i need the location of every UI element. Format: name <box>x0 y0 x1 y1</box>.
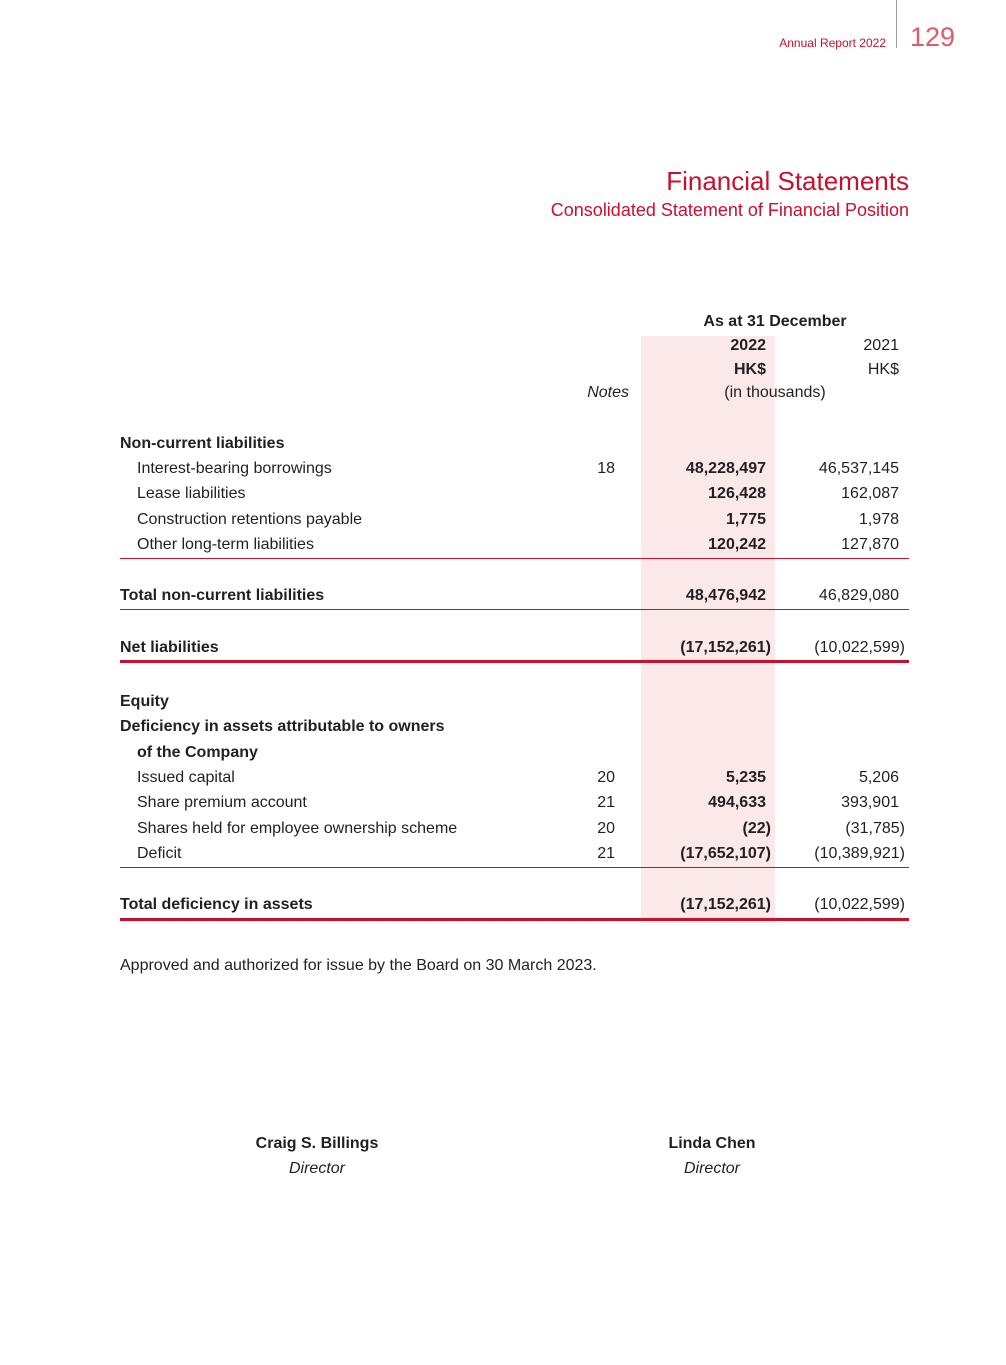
row-value-2021: 1,978 <box>858 511 899 528</box>
total-row-value-2021: 46,829,080 <box>818 587 899 604</box>
row-label: Other long-term liabilities <box>137 536 314 553</box>
section-deficiency-heading-cont: of the Company <box>137 744 258 761</box>
total-deficiency-value-2022: (17,152,261) <box>680 896 771 913</box>
section-equity: Equity <box>120 693 169 710</box>
row-value-2022: 126,428 <box>708 485 766 502</box>
row-value-2021: 5,206 <box>858 769 899 786</box>
net-liabilities-label: Net liabilities <box>120 639 219 656</box>
row-value-2022: 120,242 <box>708 536 766 553</box>
section-deficiency-heading: Deficiency in assets attributable to owners <box>120 718 445 735</box>
row-label: Lease liabilities <box>137 485 246 502</box>
column-currency-current: HK$ <box>733 361 766 378</box>
row-value-2022: (22) <box>742 820 771 837</box>
column-period: As at 31 December <box>703 313 847 330</box>
row-value-2022: 48,228,497 <box>685 460 766 477</box>
page-number: 129 <box>910 22 956 52</box>
grand-total-rule <box>120 660 909 663</box>
row-label: Issued capital <box>137 769 235 786</box>
total-deficiency-label: Total deficiency in assets <box>120 896 313 913</box>
row-notes: 21 <box>597 845 615 862</box>
subtotal-rule <box>120 558 909 559</box>
signatory-name: Linda Chen <box>668 1135 756 1152</box>
column-year-current: 2022 <box>730 337 766 354</box>
row-label: Share premium account <box>137 794 307 811</box>
grand-total-rule <box>120 918 909 921</box>
column-year-prior: 2021 <box>863 337 899 354</box>
signatory-name: Craig S. Billings <box>255 1135 379 1152</box>
page-subtitle: Consolidated Statement of Financial Position <box>550 200 909 220</box>
report-label: Annual Report 2022 <box>779 36 886 50</box>
row-value-2021: (10,389,921) <box>814 845 905 862</box>
page-title: Financial Statements <box>666 166 909 196</box>
net-liabilities-value-2021: (10,022,599) <box>814 639 905 656</box>
row-notes: 21 <box>597 794 615 811</box>
row-value-2021: (31,785) <box>845 820 905 837</box>
column-notes: Notes <box>587 384 629 401</box>
row-notes: 20 <box>597 820 615 837</box>
row-value-2022: (17,652,107) <box>680 845 771 862</box>
header-divider <box>896 0 897 48</box>
row-value-2022: 5,235 <box>725 769 766 786</box>
column-units: (in thousands) <box>724 384 826 401</box>
row-notes: 20 <box>597 769 615 786</box>
row-label: Interest-bearing borrowings <box>137 460 332 477</box>
net-liabilities-value-2022: (17,152,261) <box>680 639 771 656</box>
subtotal-rule <box>120 867 909 868</box>
row-value-2021: 162,087 <box>841 485 899 502</box>
row-value-2022: 494,633 <box>708 794 766 811</box>
row-value-2021: 127,870 <box>841 536 899 553</box>
signatory-title: Director <box>288 1160 345 1177</box>
row-label: Shares held for employee ownership scheme <box>137 820 458 837</box>
row-label: Deficit <box>137 845 182 862</box>
total-row-value-2022: 48,476,942 <box>685 587 766 604</box>
approval-statement: Approved and authorized for issue by the Board on 30 March 2023. <box>120 957 597 974</box>
section-non-current-liabilities: Non-current liabilities <box>120 435 285 452</box>
total-rule <box>120 609 909 610</box>
row-value-2021: 393,901 <box>841 794 899 811</box>
row-value-2022: 1,775 <box>725 511 766 528</box>
total-row-label: Total non-current liabilities <box>120 587 325 604</box>
signatory-title: Director <box>683 1160 740 1177</box>
total-deficiency-value-2021: (10,022,599) <box>814 896 905 913</box>
row-value-2021: 46,537,145 <box>818 460 899 477</box>
column-currency-prior: HK$ <box>867 361 899 378</box>
row-label: Construction retentions payable <box>137 511 363 528</box>
row-notes: 18 <box>597 460 615 477</box>
